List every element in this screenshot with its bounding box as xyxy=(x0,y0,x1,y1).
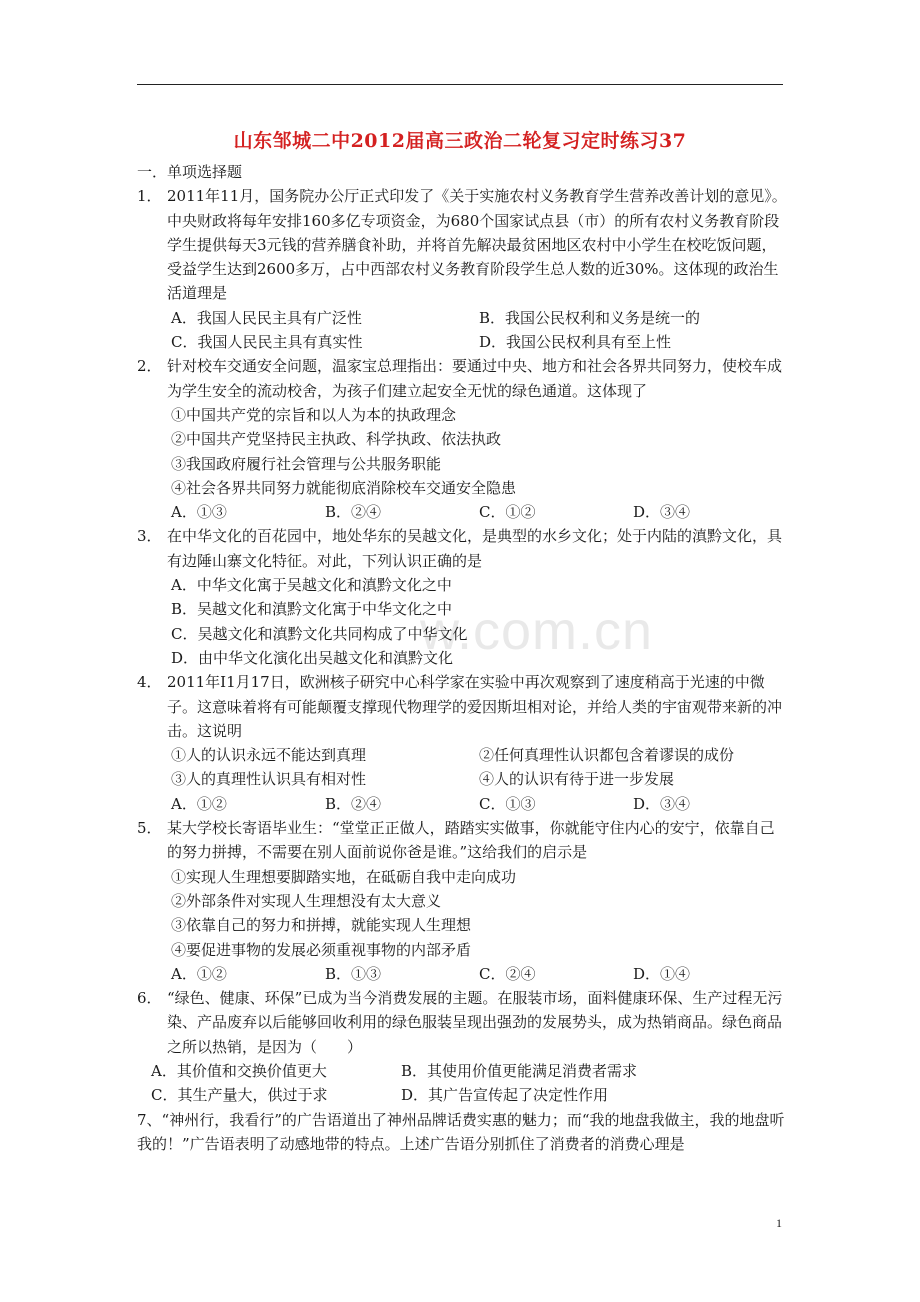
statement-item: ①中国共产党的宗旨和以人为本的执政理念 xyxy=(171,405,457,424)
question-stem xyxy=(137,354,787,403)
question-stem xyxy=(137,1108,787,1157)
question-2 xyxy=(137,354,787,524)
option-row xyxy=(137,792,787,816)
question-text: 2011年I1月17日，欧洲核子研究中心科学家在实验中再次观察到了速度稍高于光速的中微子。这意味着将有可能颠覆支撑现代物理学的爱因斯坦相对论，并给人类的宇宙观带来新的冲击。这说明 xyxy=(167,673,783,740)
option-d[interactable]: D．①④ xyxy=(633,964,691,983)
option-d[interactable]: D．我国公民权利具有至上性 xyxy=(479,333,672,352)
question-number: 6． xyxy=(137,989,162,1008)
option-row xyxy=(137,500,787,524)
statement-row xyxy=(137,767,787,791)
question-3 xyxy=(137,524,787,670)
statement-item: ③我国政府履行社会管理与公共服务职能 xyxy=(171,454,442,473)
question-4 xyxy=(137,670,787,816)
option-b[interactable]: B．②④ xyxy=(325,503,382,522)
option-b[interactable]: B．我国公民权利和义务是统一的 xyxy=(479,308,701,327)
statement-item: ①人的认识永远不能达到真理 xyxy=(171,746,367,765)
statement-row xyxy=(137,743,787,767)
option-d[interactable]: D．由中华文化演化出吴越文化和滇黔文化 xyxy=(171,648,454,667)
question-number: 3． xyxy=(137,527,162,546)
document-body xyxy=(137,160,787,1156)
question-number: 7、 xyxy=(137,1110,162,1129)
option-c[interactable]: C．①③ xyxy=(479,794,536,813)
option-row xyxy=(137,306,787,330)
question-stem xyxy=(137,986,787,1059)
statement-item: ④社会各界共同努力就能彻底消除校车交通安全隐患 xyxy=(171,478,517,497)
option-d[interactable]: D．③④ xyxy=(633,503,691,522)
option-d[interactable]: D．③④ xyxy=(633,794,691,813)
option-c[interactable]: C．其生产量大，供过于求 xyxy=(151,1086,328,1105)
option-d[interactable]: D．其广告宣传起了决定性作用 xyxy=(401,1086,609,1105)
question-stem xyxy=(137,670,787,743)
question-text: “神州行，我看行”的广告语道出了神州品牌话费实惠的魅力；而“我的地盘我做主，我的地盘听我的！”广告语表明了动感地带的特点。上述广告语分别抓住了消费者的消费心理是 xyxy=(137,1110,785,1153)
option-b[interactable]: B．吴越文化和滇黔文化寓于中华文化之中 xyxy=(171,600,453,619)
option-row xyxy=(137,1059,787,1083)
statement-item: ③人的真理性认识具有相对性 xyxy=(171,770,367,789)
question-5 xyxy=(137,816,787,986)
statement-item: ④人的认识有待于进一步发展 xyxy=(479,770,675,789)
question-text: “绿色、健康、环保”已成为当今消费发展的主题。在服装市场，面料健康环保、生产过程无污染、产品废弃以后能够回收利用的绿色服装呈现出强劲的发展势头，成为热销商品。绿色商品之所以热销，是因为（ ） xyxy=(167,989,783,1056)
question-text: 某大学校长寄语毕业生：“堂堂正正做人，踏踏实实做事，你就能守住内心的安宁，依靠自己的努力拼搏，不需要在别人面前说你爸是谁。”这给我们的启示是 xyxy=(167,819,775,862)
option-c[interactable]: C．吴越文化和滇黔文化共同构成了中华文化 xyxy=(171,624,468,643)
question-stem xyxy=(137,184,787,305)
option-row xyxy=(137,962,787,986)
option-c[interactable]: C．②④ xyxy=(479,964,536,983)
option-c[interactable]: C．我国人民民主具有真实性 xyxy=(171,333,363,352)
question-number: 1． xyxy=(137,187,162,206)
question-1 xyxy=(137,184,787,354)
statement-item: ②任何真理性认识都包含着谬误的成份 xyxy=(479,746,735,765)
option-b[interactable]: B．其使用价值更能满足消费者需求 xyxy=(401,1061,638,1080)
question-text: 2011年11月，国务院办公厅正式印发了《关于实施农村义务教育学生营养改善计划的意见》。中央财政将每年安排160多亿专项资金，为680个国家试点县（市）的所有农村义务教育阶段学生提供每天3元钱的营养膳食补助，并将首先解决最贫困地区农村中小学生在校吃饭问题，受益学生达到2600多万，占中西部农村义务教育阶段学生总人数的近30%。这体现的政治生活道理是 xyxy=(167,187,787,303)
statement-item: ②外部条件对实现人生理想没有太大意义 xyxy=(171,891,442,910)
option-c[interactable]: C．①② xyxy=(479,503,536,522)
question-text: 针对校车交通安全问题，温家宝总理指出：要通过中央、地方和社会各界共同努力，使校车成为学生安全的流动校舍，为孩子们建立起安全无忧的绿色通道。这体现了 xyxy=(167,357,783,400)
watermark: w.com.cn xyxy=(420,601,654,661)
option-b[interactable]: B．②④ xyxy=(325,794,382,813)
option-a[interactable]: A．①② xyxy=(171,964,227,983)
question-7 xyxy=(137,1108,787,1157)
option-a[interactable]: A．我国人民民主具有广泛性 xyxy=(171,308,362,327)
question-text: 在中华文化的百花园中，地处华东的吴越文化，是典型的水乡文化；处于内陆的滇黔文化，具有边陲山寨文化特征。对此，下列认识正确的是 xyxy=(167,527,783,570)
question-6 xyxy=(137,986,787,1107)
statement-item: ②中国共产党坚持民主执政、科学执政、依法执政 xyxy=(171,430,502,449)
question-number: 4． xyxy=(137,673,162,692)
option-b[interactable]: B．①③ xyxy=(325,964,382,983)
statement-item: ③依靠自己的努力和拼搏，就能实现人生理想 xyxy=(171,916,472,935)
option-a[interactable]: A．①③ xyxy=(171,503,227,522)
statement-item: ④要促进事物的发展必须重视事物的内部矛盾 xyxy=(171,940,472,959)
question-stem xyxy=(137,816,787,865)
question-number: 2． xyxy=(137,357,162,376)
option-a[interactable]: A．中华文化寓于吴越文化和滇黔文化之中 xyxy=(171,576,452,595)
question-stem xyxy=(137,524,787,573)
page-number: 1 xyxy=(776,1216,782,1230)
option-row xyxy=(137,1083,787,1107)
document-title: 山东邹城二中2012届高三政治二轮复习定时练习37 xyxy=(233,130,687,152)
statement-item: ①实现人生理想要脚踏实地，在砥砺自我中走向成功 xyxy=(171,867,517,886)
option-a[interactable]: A．①② xyxy=(171,794,227,813)
option-row xyxy=(137,330,787,354)
question-number: 5． xyxy=(137,819,162,838)
section-heading: 一．单项选择题 xyxy=(137,163,243,181)
option-a[interactable]: A．其价值和交换价值更大 xyxy=(151,1061,327,1080)
header-rule xyxy=(137,84,783,85)
